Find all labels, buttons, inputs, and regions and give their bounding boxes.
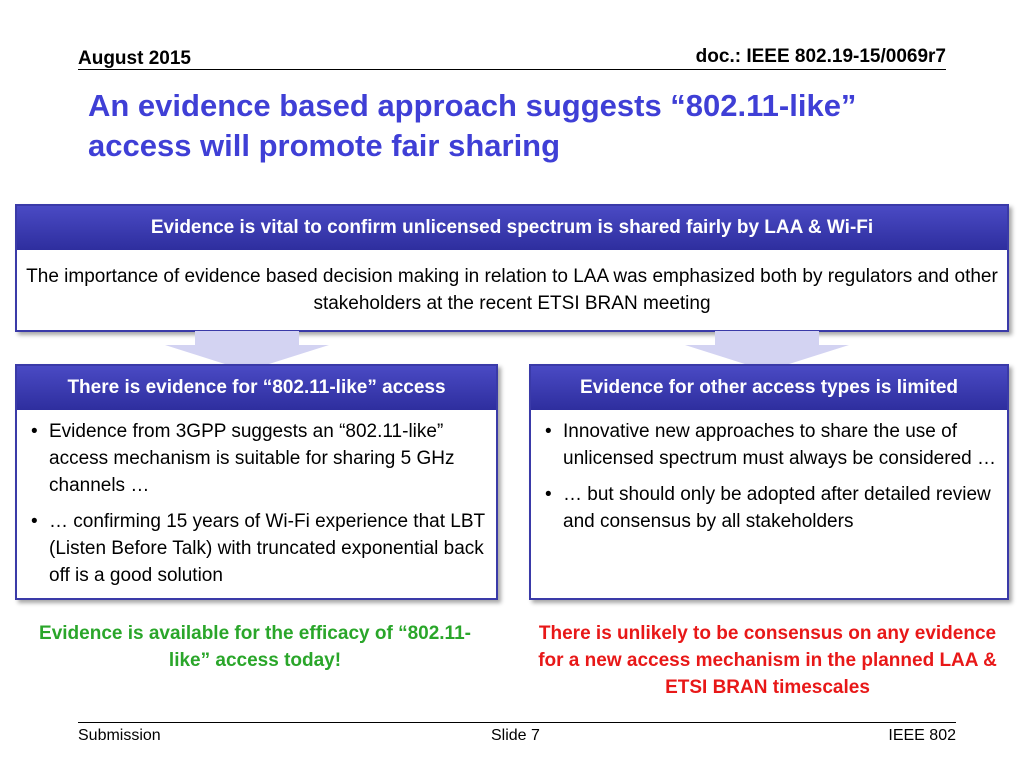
right-bullet-list <box>531 410 1007 535</box>
slide-title: An evidence based approach suggests “802.11-like” access will promote fair sharing <box>88 88 857 163</box>
top-box-body: The importance of evidence based decision making in relation to LAA was emphasized both by regulators and other stakeholders at the recent ETSI BRAN meeting <box>26 266 998 314</box>
right-box-heading: Evidence for other access types is limited <box>531 366 1007 410</box>
list-item: • … but should only be adopted after detailed review and consensus by all stakeholders <box>545 481 999 535</box>
list-item: • Evidence from 3GPP suggests an “802.11-like” access mechanism is suitable for sharing 5 GHz channels … <box>31 418 488 499</box>
footer-divider <box>78 722 956 723</box>
footer-org: IEEE 802 <box>888 727 956 744</box>
right-conclusion: There is unlikely to be consensus on any evidence for a new access mechanism in the planned LAA & ETSI BRAN timescales <box>538 623 997 698</box>
header-divider <box>78 69 946 70</box>
top-evidence-box <box>15 204 1009 332</box>
header-date: August 2015 <box>78 48 191 69</box>
top-box-heading: Evidence is vital to confirm unlicensed spectrum is shared fairly by LAA & Wi-Fi <box>17 206 1007 250</box>
right-arrow-stem <box>715 331 819 345</box>
footer-submission: Submission <box>78 727 161 744</box>
footer-slide-number: Slide 7 <box>491 727 540 744</box>
left-box-heading: There is evidence for “802.11-like” access <box>17 366 496 410</box>
left-arrow-stem <box>195 331 299 345</box>
header-doc-id: doc.: IEEE 802.19-15/0069r7 <box>695 46 946 67</box>
left-bullet-list <box>17 410 496 589</box>
left-evidence-box <box>15 364 498 600</box>
list-item: • Innovative new approaches to share the use of unlicensed spectrum must always be considered … <box>545 418 999 472</box>
right-evidence-box <box>529 364 1009 600</box>
list-item: • … confirming 15 years of Wi-Fi experience that LBT (Listen Before Talk) with truncated exponential back off is a good solution <box>31 508 488 589</box>
left-conclusion: Evidence is available for the efficacy of “802.11-like” access today! <box>39 623 471 671</box>
